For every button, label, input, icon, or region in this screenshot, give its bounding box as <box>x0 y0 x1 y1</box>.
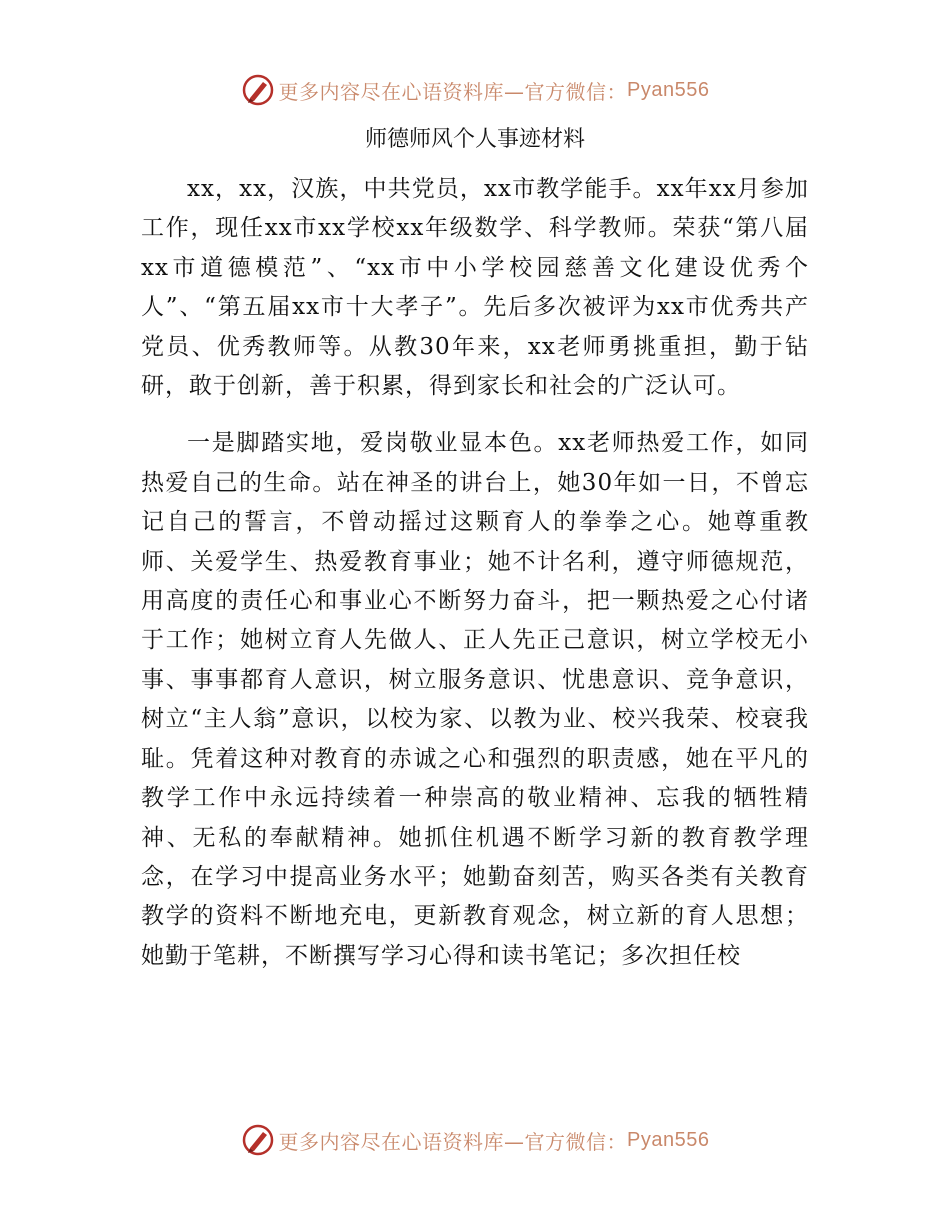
red-pen-logo-icon <box>241 1123 275 1157</box>
document-body <box>141 170 809 976</box>
watermark-text: 更多内容尽在心语资料库—官方微信： <box>278 79 628 104</box>
document-title: 师德师风个人事迹材料 <box>364 127 585 152</box>
watermark-id: Pyan556 <box>627 78 710 101</box>
red-pen-logo-icon <box>241 73 275 107</box>
watermark-footer <box>0 1120 950 1160</box>
paragraph-section-one: 一是脚踏实地，爱岗敬业显本色。xx老师热爱工作，如同热爱自己的生命。站在神圣的讲台上，她30年如一日，不曾忘记自己的誓言，不曾动摇过这颗育人的拳拳之心。她尊重教师、关爱学生、热爱教育事业；她不计名利，遵守师德规范，用高度的责任心和事业心不断努力奋斗，把一颗热爱之心付诸于工作；她树立育人先做人、正人先正己意识，树立学校无小事、事事都育人意识，树立服务意识、忧患意识、竞争意识，树立“主人翁”意识，以校为家、以教为业、校兴我荣、校衰我耻。凭着这种对教育的赤诚之心和强烈的职责感，她在平凡的教学工作中永远持续着一种崇高的敬业精神、忘我的牺牲精神、无私的奉献精神。她抓住机遇不断学习新的教育教学理念，在学习中提高业务水平；她勤奋刻苦，购买各类有关教育教学的资料不断地充电，更新教育观念，树立新的育人思想；她勤于笔耕，不断撰写学习心得和读书笔记；多次担任校 <box>141 430 809 969</box>
watermark-header <box>0 70 950 110</box>
watermark-text: 更多内容尽在心语资料库—官方微信： <box>278 1129 628 1154</box>
watermark-id: Pyan556 <box>627 1128 710 1151</box>
paragraph-intro: xx，xx，汉族，中共党员，xx市教学能手。xx年xx月参加工作，现任xx市xx学校xx年级数学、科学教师。荣获“第八届xx市道德模范”、“xx市中小学校园慈善文化建设优秀个人”、“第五届xx市十大孝子”。先后多次被评为xx市优秀共产党员、优秀教师等。从教30年来，xx老师勇挑重担，勤于钻研，敢于创新，善于积累，得到家长和社会的广泛认可。 <box>141 176 809 400</box>
